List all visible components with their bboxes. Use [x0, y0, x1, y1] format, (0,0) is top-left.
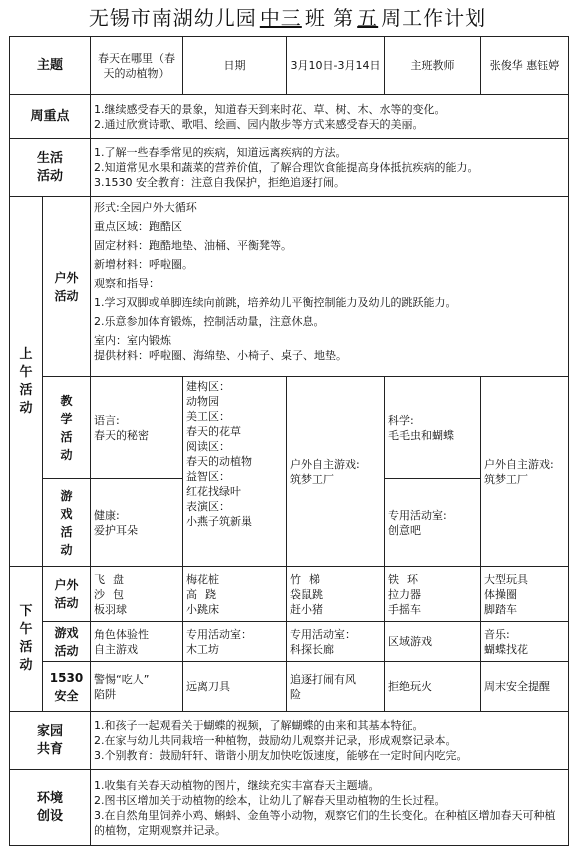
home-line: 3.个别教育：鼓励轩轩、谐谐小朋友加快吃饭速度，能够在一定时间内吃完。 — [94, 749, 468, 762]
life-line: 3.1530 安全教育：注意自我保护，拒绝追逐打闹。 — [94, 176, 346, 189]
afternoon-game-item: 科探长廊 — [290, 642, 335, 656]
plan-table — [9, 36, 569, 846]
safety-item: 拒绝玩火 — [388, 680, 433, 693]
teaching-language — [91, 377, 183, 479]
env-label-2: 创设 — [37, 808, 64, 824]
safety-item: 周末安全提醒 — [484, 680, 551, 693]
teaching-label-1: 教 — [60, 393, 73, 408]
teaching-language-topic: 春天的秘密 — [94, 428, 150, 442]
afternoon-game-row — [10, 622, 569, 662]
afternoon-outdoor-label-1: 户外 — [54, 578, 79, 592]
outdoor-free-play-name: 筑梦工厂 — [290, 472, 335, 486]
afternoon-game-item: 专用活动室： — [290, 627, 357, 641]
afternoon-outdoor-item: 体操圈 — [484, 587, 518, 601]
afternoon-label-2: 午 — [19, 622, 33, 637]
weekly-focus-label: 周重点 — [10, 95, 91, 139]
weekly-focus-line: 1.继续感受春天的景象，知道春天到来时花、草、树、木、水等的变化。 — [94, 102, 446, 116]
safety-item: 远离刀具 — [186, 680, 231, 693]
teacher-value: 张俊华 惠钰婷 — [481, 37, 569, 95]
morning-label-4: 动 — [19, 400, 33, 416]
home-label-1: 家园 — [37, 723, 64, 739]
afternoon-outdoor-cell — [91, 567, 183, 622]
safety-item: 追逐打闹有风 — [290, 672, 357, 686]
afternoon-outdoor-label — [43, 567, 91, 622]
afternoon-safety-row — [10, 662, 569, 712]
area-item: 动物园 — [186, 395, 220, 408]
home-row — [10, 712, 569, 770]
env-label-1: 环境 — [37, 790, 64, 806]
afternoon-outdoor-cell — [183, 567, 287, 622]
game-health — [91, 479, 183, 567]
afternoon-outdoor-item: 拉力器 — [388, 587, 422, 601]
afternoon-game-label-1: 游戏 — [54, 625, 79, 640]
safety-cell — [91, 662, 183, 712]
afternoon-game-item: 区域游戏 — [388, 635, 433, 648]
afternoon-outdoor-item: 飞盘 — [94, 572, 133, 586]
weekly-focus-line: 2.通过欣赏诗歌、歌唱、绘画、园内散步等方式来感受春天的美丽。 — [94, 117, 424, 131]
morning-outdoor-row — [10, 197, 569, 377]
area-item: 小燕子筑新巢 — [186, 515, 253, 528]
date-value: 3月10日-3月14日 — [287, 37, 385, 95]
teaching-language-subject: 语言: — [94, 413, 120, 427]
afternoon-game-label — [43, 622, 91, 662]
afternoon-game-label-2: 活动 — [54, 643, 79, 658]
life-label-2: 活动 — [37, 168, 64, 184]
game-special-room-title: 专用活动室: — [388, 508, 447, 522]
theme-value: 春天在哪里（春天的动植物） — [91, 37, 183, 95]
safety-label — [43, 662, 91, 712]
morning-outdoor-line: 重点区域：跑酷区 — [94, 220, 183, 233]
teaching-science-subject: 科学: — [388, 413, 414, 427]
afternoon-outdoor-item: 袋鼠跳 — [290, 587, 324, 601]
afternoon-label-1: 下 — [19, 604, 33, 619]
morning-outdoor-line: 固定材料：跑酷地垫、油桶、平衡凳等。 — [94, 239, 293, 252]
env-content — [91, 770, 569, 846]
env-line: 1.收集有关春天动植物的图片，继续充实丰富春天主题墙。 — [94, 778, 380, 792]
area-item: 建构区： — [186, 380, 231, 393]
game-label — [43, 479, 91, 567]
teaching-label-2: 学 — [60, 411, 73, 426]
area-item: 阅读区： — [186, 440, 231, 453]
afternoon-game-cell — [385, 622, 481, 662]
area-item: 美工区： — [186, 410, 231, 423]
game-label-1: 游 — [60, 488, 73, 503]
afternoon-label — [10, 567, 43, 712]
title-suffix: 周工作计划 — [381, 6, 487, 30]
teacher-label: 主班教师 — [385, 37, 481, 95]
morning-label — [10, 197, 43, 567]
life-row — [10, 139, 569, 197]
home-content — [91, 712, 569, 770]
safety-cell — [287, 662, 385, 712]
morning-outdoor-line: 室内：室内锻炼 — [94, 334, 172, 347]
outdoor-free-play-2 — [481, 377, 569, 567]
teaching-label — [43, 377, 91, 479]
area-item: 表演区： — [186, 500, 231, 513]
game-label-2: 戏 — [60, 506, 73, 521]
safety-cell — [183, 662, 287, 712]
class-word: 班 第 — [304, 6, 355, 30]
afternoon-label-3: 活 — [19, 640, 33, 655]
morning-outdoor-line: 1.学习双脚或单脚连续向前跳，培养幼儿平衡控制能力及幼儿的跳跃能力。 — [94, 296, 457, 309]
safety-item: 险 — [290, 687, 302, 701]
morning-outdoor-label-1: 户外 — [54, 270, 79, 285]
morning-teaching-row — [10, 377, 569, 479]
afternoon-game-item: 专用活动室： — [186, 627, 253, 641]
life-label — [10, 139, 91, 197]
afternoon-outdoor-item: 手摇车 — [388, 602, 422, 616]
home-label-2: 共育 — [37, 741, 64, 757]
morning-label-1: 上 — [19, 346, 33, 362]
morning-outdoor-label — [43, 197, 91, 377]
afternoon-label-4: 动 — [19, 658, 33, 673]
morning-outdoor-label-2: 活动 — [54, 288, 79, 303]
life-label-1: 生活 — [37, 150, 64, 166]
game-special-room-name: 创意吧 — [388, 523, 422, 537]
afternoon-outdoor-item: 沙包 — [94, 587, 133, 601]
safety-cell — [385, 662, 481, 712]
afternoon-outdoor-item: 梅花桩 — [186, 572, 220, 586]
teaching-label-4: 动 — [60, 447, 73, 462]
afternoon-outdoor-cell — [385, 567, 481, 622]
area-item: 红花找绿叶 — [186, 485, 242, 498]
afternoon-outdoor-cell — [481, 567, 569, 622]
env-line: 2.图书区增加关于动植物的绘本，让幼儿了解春天里动植物的生长过程。 — [94, 793, 446, 807]
outdoor-free-play-title: 户外自主游戏: — [290, 457, 360, 471]
safety-label-1: 1530 — [49, 670, 84, 685]
area-item: 益智区： — [186, 470, 231, 483]
afternoon-game-item: 自主游戏 — [94, 642, 139, 656]
weekly-focus-content — [91, 95, 569, 139]
teaching-science-topic: 毛毛虫和蝴蝶 — [388, 428, 455, 442]
weekly-focus-row — [10, 95, 569, 139]
env-line: 3.在自然角里饲养小鸡、蝌蚪、金鱼等小动物，观察它们的生长变化。在种植区增加春天可种植的植物，定期观察并记录。 — [94, 808, 556, 837]
outdoor-free-play-name: 筑梦工厂 — [484, 472, 529, 486]
afternoon-game-cell — [91, 622, 183, 662]
title-prefix: 无锡市南湖幼儿园 — [88, 6, 257, 30]
safety-cell — [481, 662, 569, 712]
morning-outdoor-line: 2.乐意参加体育锻炼，控制活动量，注意休息。 — [94, 315, 325, 328]
env-label — [10, 770, 91, 846]
afternoon-outdoor-item: 脚踏车 — [484, 602, 518, 616]
morning-outdoor-content — [91, 197, 569, 377]
life-line: 2.知道常见水果和蔬菜的营养价值，了解合理饮食能提高身体抵抗疾病的能力。 — [94, 161, 479, 174]
area-item: 春天的动植物 — [186, 455, 253, 468]
safety-item: 陷阱 — [94, 687, 117, 701]
theme-label: 主题 — [10, 37, 91, 95]
afternoon-outdoor-cell — [287, 567, 385, 622]
area-item: 春天的花草 — [186, 425, 242, 438]
morning-label-3: 活 — [19, 382, 33, 398]
game-label-3: 活 — [60, 524, 73, 539]
safety-label-2: 安全 — [54, 688, 79, 703]
teaching-science — [385, 377, 481, 479]
afternoon-outdoor-row — [10, 567, 569, 622]
afternoon-outdoor-item: 赶小猪 — [290, 602, 324, 616]
class-name: 中三 — [259, 6, 302, 30]
morning-outdoor-line: 观察和指导： — [94, 277, 161, 290]
teaching-label-3: 活 — [60, 429, 73, 444]
header-row — [10, 37, 569, 95]
outdoor-free-play-1 — [287, 377, 385, 567]
date-label: 日期 — [183, 37, 287, 95]
afternoon-game-cell — [481, 622, 569, 662]
outdoor-free-play-title: 户外自主游戏: — [484, 457, 554, 471]
life-line: 1.了解一些春季常见的疾病，知道远离疾病的方法。 — [94, 146, 347, 159]
afternoon-outdoor-item: 铁环 — [388, 572, 427, 586]
game-health-topic: 爱护耳朵 — [94, 523, 139, 537]
afternoon-outdoor-item: 竹梯 — [290, 572, 329, 586]
safety-item: 警惕“吃人” — [94, 672, 150, 686]
life-content — [91, 139, 569, 197]
home-line: 2.在家与幼儿共同栽培一种植物，鼓励幼儿观察并记录，形成观察记录本。 — [94, 734, 457, 747]
afternoon-outdoor-item: 高跷 — [186, 587, 225, 601]
morning-outdoor-line: 新增材料：呼啦圈。 — [94, 258, 194, 271]
area-list — [183, 377, 287, 567]
afternoon-game-item: 音乐: — [484, 627, 510, 641]
page-title — [0, 0, 575, 36]
game-label-4: 动 — [60, 542, 73, 557]
afternoon-game-item: 蝴蝶找花 — [484, 642, 529, 656]
home-line: 1.和孩子一起观看关于蝴蝶的视频，了解蝴蝶的由来和其基本特征。 — [94, 719, 424, 732]
afternoon-outdoor-item: 板羽球 — [94, 602, 128, 616]
game-special-room — [385, 479, 481, 567]
home-label — [10, 712, 91, 770]
afternoon-game-item: 角色体验性 — [94, 627, 150, 641]
afternoon-outdoor-item: 小跳床 — [186, 602, 220, 616]
env-row — [10, 770, 569, 846]
morning-outdoor-line: 提供材料：呼啦圈、海绵垫、小椅子、桌子、地垫。 — [94, 349, 348, 362]
week-number: 五 — [357, 6, 379, 30]
afternoon-outdoor-item: 大型玩具 — [484, 572, 529, 586]
afternoon-game-item: 木工坊 — [186, 642, 220, 656]
afternoon-outdoor-label-2: 活动 — [54, 596, 79, 610]
game-health-subject: 健康: — [94, 508, 120, 522]
afternoon-game-cell — [287, 622, 385, 662]
afternoon-game-cell — [183, 622, 287, 662]
morning-label-2: 午 — [19, 364, 33, 380]
morning-outdoor-line: 形式:全园户外大循环 — [94, 201, 197, 214]
